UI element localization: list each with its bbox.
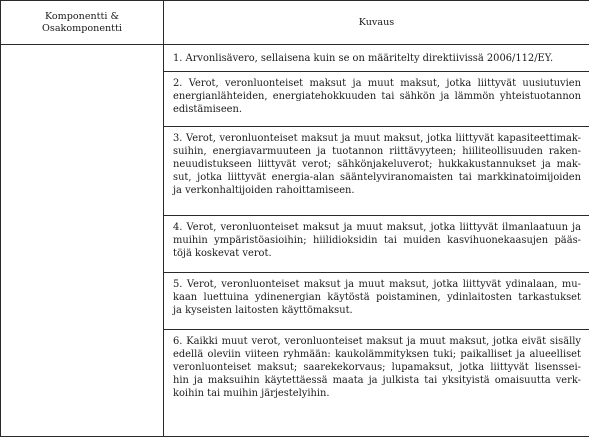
header-component-line1: Komponentti & — [44, 10, 120, 22]
body-row — [1, 45, 589, 437]
description-item-3 — [164, 127, 589, 216]
component-cell-empty — [1, 45, 164, 437]
header-row — [1, 1, 589, 45]
item-line: 3. Verot, veronluonteiset maksut ja muut maksut, jotka liittyvät kapasiteettimak- — [173, 133, 581, 144]
item-line: 2. Verot, veronluonteiset maksut ja muut maksut, jotka liittyvät uusiutuvien — [173, 78, 581, 89]
item-line: kaan luettuina ydinenergian käytöstä poistaminen, ydinlaitosten tarkastukset — [173, 291, 581, 303]
item-line: 5. Verot, veronluonteiset maksut ja muut maksut, jotka liittyvät ydinalaan, mu- — [173, 279, 581, 290]
item-line: 6. Kaikki muut verot, veronluonteiset maksut ja muut maksut, jotka eivät sisälly — [173, 336, 581, 347]
description-item-6 — [164, 330, 589, 426]
item-line: 4. Verot, veronluonteiset maksut ja muut maksut, jotka liittyvät ilmanlaatuun ja — [173, 222, 581, 233]
description-cell — [164, 45, 589, 437]
item-line: edellä oleviin viiteen ryhmään: kaukolämmityksen tuki; paikalliset ja alueelliset — [173, 348, 581, 360]
header-description: Kuvaus — [164, 1, 589, 45]
item-line: suihin, energiavarmuuteen ja tuotannon riittävyyteen; hiiliteollisuuden raken- — [173, 145, 581, 157]
item-line: neuudistukseen liittyvät verot; sähkönjakeluverot; hukkakustannukset ja mak- — [173, 158, 581, 170]
item-line: muihin ympäristöasioihin; hiilidioksidin tai muiden kasvihuonekaasujen pääs- — [173, 234, 581, 246]
item-line: edistämiseen. — [173, 103, 243, 115]
item-line: veronluonteiset maksut; saarekekorvaus; lupamaksut, jotka liittyvät lisenssei- — [173, 361, 581, 373]
item-line: sut, jotka liittyvät energia-alan sääntelyviranomaisten tai markkinatoimijoiden — [173, 171, 581, 183]
item-line: energianlähteiden, energiatehokkuuden tai sähkön ja lämmön yhteistuotannon — [173, 90, 581, 102]
item-line: hin ja maksuihin käytettäessä maata ja julkista tai yksityistä omaisuutta verk- — [173, 374, 581, 386]
header-component — [1, 1, 164, 45]
item-line: 1. Arvonlisävero, sellaisena kuin se on määritelty direktiivissä 2006/112/EY. — [173, 53, 554, 64]
description-item-5 — [164, 273, 589, 330]
item-line: töjä koskevat verot. — [173, 247, 272, 259]
item-line: ja verkonhaltijoiden rahoittamiseen. — [173, 184, 355, 196]
description-item-1 — [164, 45, 589, 72]
description-item-2 — [164, 72, 589, 127]
item-line: ja kyseisten laitosten käyttömaksut. — [173, 304, 353, 316]
description-item-4 — [164, 216, 589, 273]
item-line: koihin tai muihin järjestelyihin. — [173, 387, 330, 399]
header-component-line2: Osakomponentti — [42, 22, 122, 34]
